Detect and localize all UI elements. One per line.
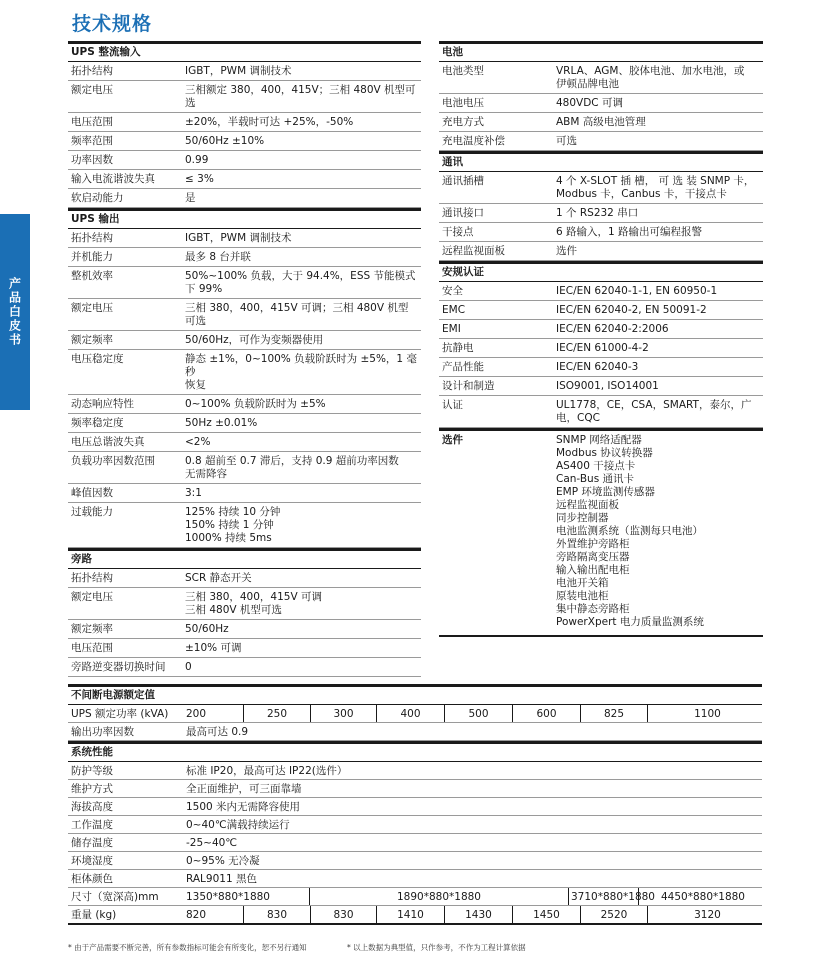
grid-cell: 3120 <box>647 906 767 923</box>
spec-value-line: 0~100% 负载阶跃时为 ±5% <box>185 398 326 410</box>
system-row <box>68 798 762 816</box>
spec-value-line: 50Hz ±0.01% <box>185 417 258 429</box>
spec-value-line: IEC/EN 62040-1-1, EN 60950-1 <box>556 285 718 297</box>
spec-value-line: ±10% 可调 <box>185 642 242 654</box>
spec-value-line: 三相 480V 机型可选 <box>185 604 282 616</box>
system-key: 储存温度 <box>71 837 113 849</box>
spec-row <box>68 350 421 395</box>
spec-value-line: <2% <box>185 436 211 448</box>
grid-cell: 820 <box>186 909 207 921</box>
spec-value-line: 原装电池柜 <box>556 590 609 602</box>
spec-key: 并机能力 <box>71 251 113 263</box>
spec-value <box>183 151 421 169</box>
system-row <box>68 852 762 870</box>
spec-row <box>68 248 421 267</box>
spec-row <box>439 377 763 396</box>
spec-row <box>68 620 421 639</box>
spec-value-line: 电，CQC <box>556 412 600 424</box>
spec-key: 安全 <box>442 285 463 297</box>
spec-row <box>439 320 763 339</box>
spec-row <box>439 94 763 113</box>
spec-value <box>183 331 421 349</box>
ratings-section-title: 不间断电源额定值 <box>68 684 762 705</box>
spec-row <box>68 81 421 113</box>
spec-key: 电池类型 <box>442 65 484 77</box>
spec-row <box>68 132 421 151</box>
spec-key: 通讯接口 <box>442 207 484 219</box>
spec-value <box>183 113 421 131</box>
system-row <box>68 762 762 780</box>
spec-key: 充电温度补偿 <box>442 135 505 147</box>
spec-value-line: IEC/EN 61000-4-2 <box>556 342 649 354</box>
spec-key: 频率稳定度 <box>71 417 124 429</box>
spec-value-line: 外置维护旁路柜 <box>556 538 630 550</box>
spec-value <box>183 433 421 451</box>
grid-cell: 1450 <box>512 906 580 923</box>
spec-value <box>183 484 421 502</box>
spec-value <box>183 132 421 150</box>
spec-value-line: 是 <box>185 192 196 204</box>
spec-value-line: UL1778，CE，CSA，SMART，泰尔，广 <box>556 399 752 411</box>
grid-cell: 830 <box>243 906 310 923</box>
spec-value <box>554 62 763 93</box>
system-key: 防护等级 <box>71 765 113 777</box>
spec-value <box>554 242 763 260</box>
system-row <box>68 780 762 798</box>
spec-value-line: IGBT，PWM 调制技术 <box>185 232 292 244</box>
spec-key: 电压范围 <box>71 116 113 128</box>
system-key: 维护方式 <box>71 783 113 795</box>
spec-key: 峰值因数 <box>71 487 113 499</box>
spec-value <box>183 267 421 298</box>
spec-value <box>554 282 763 300</box>
spec-key: 动态响应特性 <box>71 398 134 410</box>
spec-key: 拓扑结构 <box>71 572 113 584</box>
spec-key: 干接点 <box>442 226 474 238</box>
system-value: 全正面维护，可三面靠墙 <box>186 783 302 795</box>
spec-key: 电压范围 <box>71 642 113 654</box>
spec-row <box>68 414 421 433</box>
power-row <box>68 705 762 723</box>
side-tab: 产品白皮书 <box>0 214 30 410</box>
spec-value-line: ISO9001, ISO14001 <box>556 380 659 392</box>
weight-label: 重量 (kg) <box>71 909 117 921</box>
spec-key: 产品性能 <box>442 361 484 373</box>
system-value: 0~95% 无冷凝 <box>186 855 260 867</box>
grid-cell: 1890*880*1880 <box>309 888 568 905</box>
spec-value-line: 125% 持续 10 分钟 <box>185 506 281 518</box>
spec-value <box>183 62 421 80</box>
spec-value <box>554 396 763 427</box>
spec-value <box>183 588 421 619</box>
spec-row <box>68 484 421 503</box>
spec-value-line: 旁路隔离变压器 <box>556 551 630 563</box>
spec-row <box>68 658 421 677</box>
grid-cell: 2520 <box>580 906 647 923</box>
footnotes <box>68 942 564 953</box>
section-title: 电池 <box>439 41 763 62</box>
spec-row <box>68 588 421 620</box>
grid-cell: 1350*880*1880 <box>186 891 270 903</box>
grid-cell: 1410 <box>376 906 444 923</box>
spec-row <box>68 395 421 414</box>
grid-cell: 200 <box>186 708 207 720</box>
grid-cell: 250 <box>243 705 310 722</box>
spec-value-line: 50/60Hz <box>185 623 229 635</box>
spec-row <box>439 396 763 428</box>
spec-key: 过载能力 <box>71 506 113 518</box>
spec-row <box>68 452 421 484</box>
section-title: 通讯 <box>439 151 763 172</box>
spec-value-line: 1 个 RS232 串口 <box>556 207 639 219</box>
spec-key: 电压稳定度 <box>71 353 124 365</box>
ratings-table <box>68 684 762 925</box>
spec-value-line: 集中静态旁路柜 <box>556 603 630 615</box>
spec-key: 拓扑结构 <box>71 65 113 77</box>
system-rows <box>68 762 762 888</box>
spec-key: 负载功率因数范围 <box>71 455 155 467</box>
grid-cell: 830 <box>310 906 376 923</box>
spec-value-line: Can-Bus 通讯卡 <box>556 473 635 485</box>
spec-value-line: 三相 380，400，415V 可调；三相 480V 机型 <box>185 302 409 314</box>
spec-value-line: IGBT，PWM 调制技术 <box>185 65 292 77</box>
spec-key: 额定电压 <box>71 84 113 96</box>
system-key: 海拔高度 <box>71 801 113 813</box>
spec-row <box>68 113 421 132</box>
spec-value-line: 50/60Hz，可作为变频器使用 <box>185 334 324 346</box>
system-key: 工作温度 <box>71 819 113 831</box>
system-value: 0~40℃满载持续运行 <box>186 819 290 831</box>
spec-key: 额定电压 <box>71 591 113 603</box>
spec-value <box>183 620 421 638</box>
spec-value-line: 远程监视面板 <box>556 499 619 511</box>
section-title: 安规认证 <box>439 261 763 282</box>
spec-value-line: Modbus 卡，Canbus 卡，干接点卡 <box>556 188 727 200</box>
pf-row <box>68 723 762 741</box>
spec-row <box>68 331 421 350</box>
spec-value <box>554 339 763 357</box>
weight-row <box>68 906 762 925</box>
spec-row <box>439 242 763 261</box>
spec-value-line: 伊顿品牌电池 <box>556 78 619 90</box>
spec-value-line: 4 个 X-SLOT 插 槽， 可 选 装 SNMP 卡， <box>556 175 755 187</box>
spec-value <box>183 81 421 112</box>
spec-key: 认证 <box>442 399 463 411</box>
spec-value-line: SCR 静态开关 <box>185 572 252 584</box>
spec-value <box>183 452 421 483</box>
grid-cell: 500 <box>444 705 512 722</box>
pf-value: 最高可达 0.9 <box>186 726 249 738</box>
spec-key: 设计和制造 <box>442 380 495 392</box>
spec-value-line: 三相 380，400，415V 可调 <box>185 591 322 603</box>
grid-cell: 400 <box>376 705 444 722</box>
spec-value-line: 150% 持续 1 分钟 <box>185 519 274 531</box>
grid-cell: 4450*880*1880 <box>638 888 767 905</box>
spec-value <box>554 132 763 150</box>
spec-value-line: 选件 <box>556 245 577 257</box>
dims-row <box>68 888 762 906</box>
spec-value-line: 6 路输入，1 路输出可编程报警 <box>556 226 703 238</box>
spec-value-line: 最多 8 台并联 <box>185 251 251 263</box>
spec-key: 电压总谐波失真 <box>71 436 145 448</box>
spec-value <box>183 503 421 547</box>
system-row <box>68 870 762 888</box>
spec-value <box>554 223 763 241</box>
spec-key: 整机效率 <box>71 270 113 282</box>
spec-value-line: 0 <box>185 661 192 673</box>
spec-value <box>554 301 763 319</box>
spec-value-line: AS400 干接点卡 <box>556 460 636 472</box>
spec-row <box>68 189 421 208</box>
spec-value <box>554 94 763 112</box>
spec-row <box>439 428 763 637</box>
system-section-title: 系统性能 <box>68 741 762 762</box>
spec-value-line: 480VDC 可调 <box>556 97 623 109</box>
spec-row <box>439 62 763 94</box>
grid-cell: 600 <box>512 705 580 722</box>
spec-value-line: 0.99 <box>185 154 209 166</box>
spec-key: 额定频率 <box>71 334 113 346</box>
dims-grid <box>184 888 767 905</box>
spec-key: EMC <box>442 304 466 316</box>
grid-cell: 1100 <box>647 705 767 722</box>
spec-value <box>554 204 763 222</box>
spec-value <box>554 172 763 203</box>
spec-row <box>68 151 421 170</box>
spec-row <box>68 229 421 248</box>
spec-value-line: 3:1 <box>185 487 202 499</box>
spec-value-line: 三相额定 380，400，415V；三相 480V 机型可选 <box>185 84 416 109</box>
footnote-1: * 由于产品需要不断完善，所有参数指标可能会有所变化，恕不另行通知 <box>68 943 307 952</box>
spec-row <box>439 132 763 151</box>
section-title: UPS 整流输入 <box>68 41 421 62</box>
spec-value-line: 50/60Hz ±10% <box>185 135 265 147</box>
spec-row <box>439 204 763 223</box>
spec-key: 通讯插槽 <box>442 175 484 187</box>
spec-value-line: PowerXpert 电力质量监测系统 <box>556 616 704 628</box>
spec-value-line: 1000% 持续 5ms <box>185 532 272 544</box>
system-key: 环境湿度 <box>71 855 113 867</box>
spec-value <box>183 569 421 587</box>
spec-row <box>439 113 763 132</box>
spec-value-line: Modbus 协议转换器 <box>556 447 653 459</box>
spec-key: 旁路逆变器切换时间 <box>71 661 166 673</box>
spec-row <box>68 569 421 588</box>
spec-value <box>183 189 421 207</box>
spec-key: 额定频率 <box>71 623 113 635</box>
spec-value-line: 无需降容 <box>185 468 227 480</box>
spec-row <box>439 172 763 204</box>
spec-value-line: ABM 高级电池管理 <box>556 116 646 128</box>
spec-key: 功率因数 <box>71 154 113 166</box>
spec-key: 远程监视面板 <box>442 245 505 257</box>
spec-row <box>68 639 421 658</box>
spec-value <box>183 248 421 266</box>
system-row <box>68 834 762 852</box>
spec-row <box>439 358 763 377</box>
spec-row <box>68 503 421 548</box>
system-value: -25~40℃ <box>186 837 238 849</box>
spec-key: 选件 <box>442 434 463 446</box>
spec-value <box>183 395 421 413</box>
spec-value <box>183 170 421 188</box>
spec-key: EMI <box>442 323 461 335</box>
spec-value-line: 50%~100% 负载，大于 94.4%，ESS 节能模式 <box>185 270 416 282</box>
spec-key: 软启动能力 <box>71 192 124 204</box>
system-row <box>68 816 762 834</box>
spec-value <box>554 358 763 376</box>
spec-value <box>554 113 763 131</box>
spec-value-line: 静态 ±1%，0~100% 负载阶跃时为 ±5%，1 毫秒 <box>185 353 417 378</box>
page-title: 技术规格 <box>72 13 153 35</box>
spec-key: 电池电压 <box>442 97 484 109</box>
spec-row <box>68 433 421 452</box>
spec-value-line: IEC/EN 62040-3 <box>556 361 639 373</box>
spec-key: 输入电流谐波失真 <box>71 173 155 185</box>
spec-value-line: 可选 <box>185 315 206 327</box>
spec-row <box>68 267 421 299</box>
spec-value-line: VRLA、AGM、胶体电池、加水电池，或 <box>556 65 745 77</box>
spec-value <box>554 431 763 631</box>
power-grid <box>184 705 767 722</box>
spec-value <box>183 658 421 676</box>
spec-row <box>439 282 763 301</box>
spec-value <box>554 377 763 395</box>
section-title: UPS 输出 <box>68 208 421 229</box>
spec-value-line: 电池开关箱 <box>556 577 609 589</box>
spec-value-line: SNMP 网络适配器 <box>556 434 642 446</box>
spec-value-line: 同步控制器 <box>556 512 609 524</box>
spec-value <box>183 229 421 247</box>
left-spec-column <box>68 41 421 677</box>
dims-label: 尺寸（宽深高)mm <box>71 891 159 903</box>
grid-cell: 825 <box>580 705 647 722</box>
spec-row <box>439 223 763 242</box>
spec-value-line: 恢复 <box>185 379 206 391</box>
power-label: UPS 额定功率 (kVA) <box>71 708 169 720</box>
spec-key: 频率范围 <box>71 135 113 147</box>
spec-key: 抗静电 <box>442 342 474 354</box>
spec-value-line: 可选 <box>556 135 577 147</box>
spec-row <box>439 301 763 320</box>
spec-value-line: EMP 环境监测传感器 <box>556 486 655 498</box>
grid-cell: 1430 <box>444 906 512 923</box>
system-key: 柜体颜色 <box>71 873 113 885</box>
weight-grid <box>184 906 767 923</box>
spec-value-line: 电池监测系统（监测每只电池） <box>556 525 703 537</box>
spec-value <box>183 299 421 330</box>
spec-row <box>68 299 421 331</box>
system-value: 标准 IP20，最高可达 IP22(选件） <box>186 765 348 777</box>
spec-value <box>183 414 421 432</box>
grid-cell: 300 <box>310 705 376 722</box>
spec-value <box>183 350 421 394</box>
spec-value <box>554 320 763 338</box>
system-value: RAL9011 黑色 <box>186 873 257 885</box>
spec-key: 额定电压 <box>71 302 113 314</box>
spec-value-line: 下 99% <box>185 283 223 295</box>
spec-value-line: ±20%，半载时可达 +25%，-50% <box>185 116 354 128</box>
spec-value-line: IEC/EN 62040-2, EN 50091-2 <box>556 304 707 316</box>
system-value: 1500 米内无需降容使用 <box>186 801 301 813</box>
grid-cell: 3710*880*1880 <box>568 888 638 905</box>
footnote-2: * 以上数据为典型值，只作参考，不作为工程计算依据 <box>347 943 526 952</box>
spec-row <box>68 170 421 189</box>
section-title: 旁路 <box>68 548 421 569</box>
spec-key: 拓扑结构 <box>71 232 113 244</box>
spec-value <box>183 639 421 657</box>
spec-value-line: 输入输出配电柜 <box>556 564 630 576</box>
spec-value-line: ≤ 3% <box>185 173 214 185</box>
spec-value-line: IEC/EN 62040-2:2006 <box>556 323 669 335</box>
right-spec-column <box>439 41 763 637</box>
spec-row <box>439 339 763 358</box>
spec-key: 充电方式 <box>442 116 484 128</box>
spec-value-line: 0.8 超前至 0.7 滞后，支持 0.9 超前功率因数 <box>185 455 399 467</box>
pf-label: 输出功率因数 <box>71 726 134 738</box>
spec-row <box>68 62 421 81</box>
